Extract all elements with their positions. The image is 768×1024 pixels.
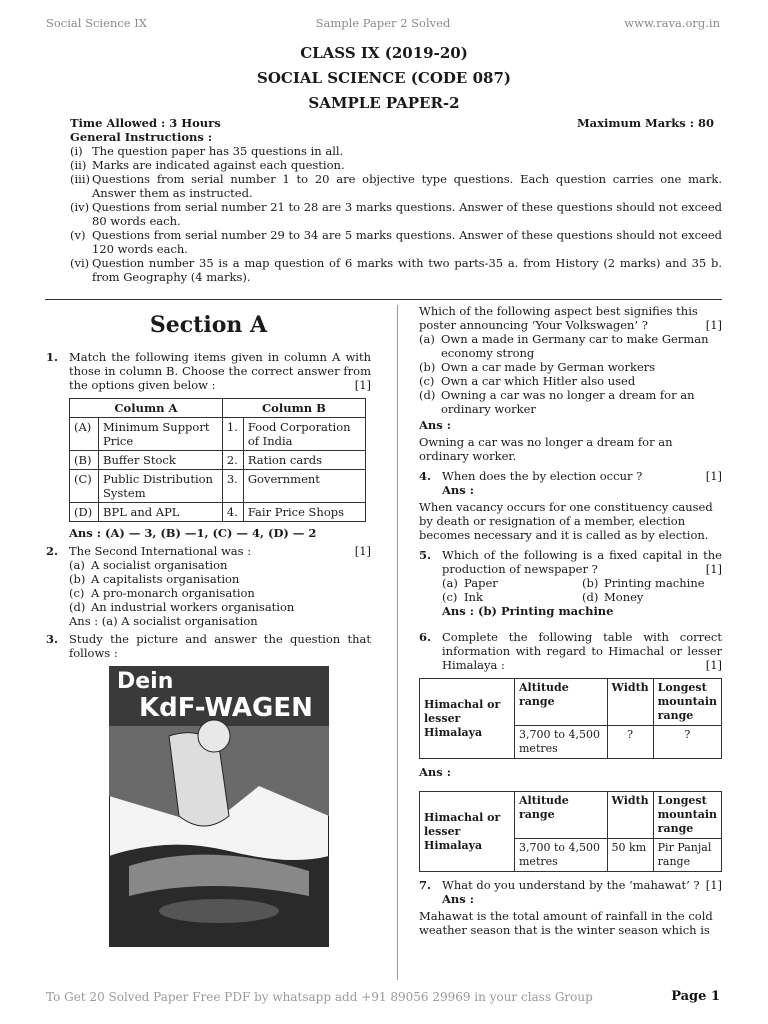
marks-label: [1] (705, 469, 722, 483)
paper-title: SAMPLE PAPER-2 (308, 94, 460, 112)
instruction-item: (iv) Questions from serial number 21 to 28 are 3 marks questions. Answer of these questions should not exceed 80 words each. (70, 200, 722, 228)
header-url[interactable]: www.rava.org.in (624, 16, 720, 30)
table-row: (A) Minimum Support Price 1. Food Corporation of India (70, 418, 366, 451)
header-rule (45, 299, 722, 300)
instructions-list (70, 144, 722, 284)
answer-label: Ans : (419, 765, 452, 779)
match-table: Column A Column B (A) Minimum Support Price 1. Food Corporation of India (B) Buffer Stock 2. Ration cards (C) Public Distribution System 3. Government (D) BPL and APL 4. Fair Price Shops (69, 398, 366, 522)
marks-label: [1] (705, 318, 722, 332)
header-left: Social Science IX (46, 16, 147, 30)
page-footer (46, 990, 720, 1004)
marks-label: [1] (354, 544, 371, 558)
footer-promo-text: To Get 20 Solved Paper Free PDF by whatsapp add +91 89056 29969 in your class Group (46, 990, 593, 1004)
poster-text-dein: Dein (117, 669, 174, 694)
poster-text-wagen: KdF-WAGEN (139, 693, 313, 723)
maximum-marks: Maximum Marks : 80 (576, 116, 714, 130)
option: (a) Own a made in Germany car to make German economy strong (419, 332, 709, 360)
table-row: (D) BPL and APL 4. Fair Price Shops (70, 503, 366, 522)
option: (c) Own a car which Hitler also used (419, 374, 636, 388)
table-row: 3,700 to 4,500 metres 50 km Pir Panjal range (420, 839, 722, 872)
marks-label: [1] (354, 378, 371, 392)
instruction-item: (ii) Marks are indicated against each question. (70, 158, 345, 172)
answer: When vacancy occurs for one constituency caused by death or resignation of a member, election becomes necessary and it is called as by election. (419, 500, 713, 542)
instruction-item: (v) Questions from serial number 29 to 34 are 5 marks questions. Answer of these questions should not exceed 120 words each. (70, 228, 722, 256)
page-header (46, 16, 720, 32)
instruction-item: (vi) Question number 35 is a map question of 6 marks with two parts-35 a. from History (2 marks) and 35 b. from Geography (4 marks). (70, 256, 722, 284)
option: (b) Own a car made by German workers (419, 360, 656, 374)
table-row: 3,700 to 4,500 metres ? ? (420, 726, 722, 759)
question-4: 4. When does the by election occur ? [1] Ans : (419, 469, 722, 497)
option: (b) A capitalists organisation (69, 572, 240, 586)
himalaya-question-table: Himachal or lesser Himalaya Altitude range Width Longest mountain range 3,700 to 4,500 metres ? ? (419, 678, 722, 759)
answer: Ans : (A) — 3, (B) —1, (C) — 4, (D) — 2 (69, 526, 317, 540)
option: (d) An industrial workers organisation (69, 600, 295, 614)
marks-label: [1] (705, 658, 722, 672)
option: (c) A pro-monarch organisation (69, 586, 255, 600)
general-instructions-heading: General Instructions : (70, 130, 213, 144)
time-allowed: Time Allowed : 3 Hours (70, 116, 221, 130)
table-row: (B) Buffer Stock 2. Ration cards (70, 451, 366, 470)
question-2: 2. The Second International was : [1] (a) A socialist organisation (b) A capitalists organisation (c) A pro-monarch organisation (d) An industrial workers organisation Ans : (a) A socialist organisation (46, 544, 371, 628)
left-column (46, 308, 371, 950)
question-1: 1. Match the following items given in column A with those in column B. Choose the correct answer from the options given below : [1] Column A Column B (A) Minimum Support Price 1. Food Corporation of India (B) Buffer Stock 2. Ration cards (C) Public Distribution System 3. Government (D) BPL and APL 4. Fair Price Shops Ans : (A) — 3, (B) —1, (C) — 4, (D) — 2 (46, 350, 371, 540)
option: (d) Owning a car was no longer a dream for an ordinary worker (419, 388, 695, 416)
header-center: Sample Paper 2 Solved (315, 16, 451, 30)
question-7: 7. What do you understand by the ‘mahawat’ ? [1] Ans : (419, 878, 722, 906)
answer: Ans : (a) A socialist organisation (69, 614, 258, 628)
instruction-item: (i) The question paper has 35 questions in all. (70, 144, 344, 158)
answer: Ans : (b) Printing machine (442, 604, 614, 618)
instruction-item: (iii) Questions from serial number 1 to 20 are objective type questions. Each question carries one mark. Answer them as instructed. (70, 172, 722, 200)
page-number: Page 1 (671, 989, 720, 1004)
answer: Owning a car was no longer a dream for an ordinary worker. (419, 435, 673, 463)
table-row: (C) Public Distribution System 3. Government (70, 470, 366, 503)
volkswagen-poster-image (109, 666, 329, 947)
marks-label: [1] (705, 562, 722, 576)
section-title: Section A (149, 312, 268, 338)
right-column (419, 304, 722, 937)
column-divider (397, 305, 398, 980)
answer-label: Ans : (442, 892, 475, 906)
class-title: CLASS IX (2019-20) (300, 44, 468, 62)
marks-label: [1] (705, 878, 722, 892)
exam-meta (70, 116, 714, 130)
answer-label: Ans : (419, 418, 452, 432)
himalaya-answer-table: Himachal or lesser Himalaya Altitude range Width Longest mountain range 3,700 to 4,500 metres 50 km Pir Panjal range (419, 791, 722, 872)
subject-title: SOCIAL SCIENCE (CODE 087) (257, 69, 511, 87)
question-6: 6. Complete the following table with correct information with regard to Himachal or lesser Himalaya : [1] (419, 630, 722, 672)
question-5: 5. Which of the following is a fixed capital in the production of newspaper ? [1] (a) Paper (b) Printing machine (c) Ink (d) Money Ans : (b) Printing machine (419, 548, 722, 618)
question-3: 3. Study the picture and answer the question that follows : Dein KdF-WAGEN (46, 632, 371, 947)
question-3-continued: Which of the following aspect best signifies this poster announcing ‘Your Volkswagen’ ? [1] (a) Own a made in Germany car to make German economy strong (b) Own a car made by German workers (c) Own a car which Hitler also used (d) Owning a car was no longer a dream for an ordinary worker Ans : Owning a car was no longer a dream for an ordinary worker. (419, 304, 722, 463)
answer-label: Ans : (442, 483, 475, 497)
option: (a) A socialist organisation (69, 558, 228, 572)
answer: Mahawat is the total amount of rainfall in the cold weather season that is the winter season which is (419, 909, 713, 937)
